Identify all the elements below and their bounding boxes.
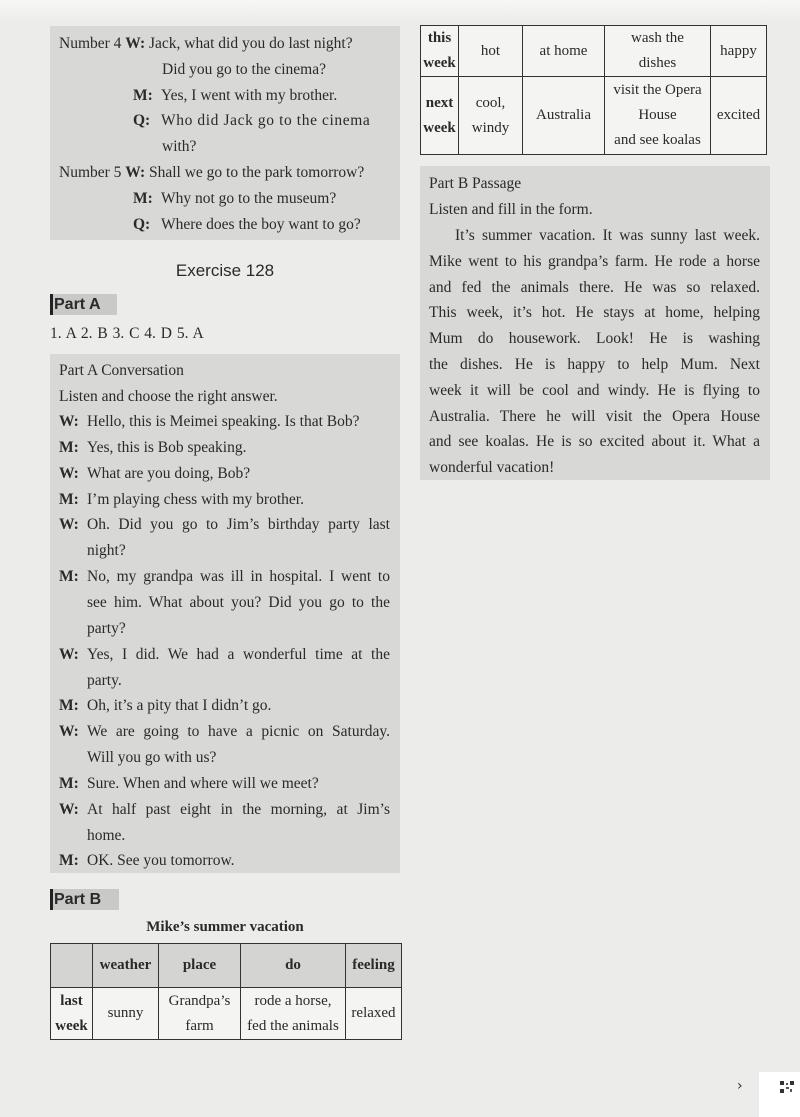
table-cell-line: happy xyxy=(720,42,757,59)
table-header-cell: weather xyxy=(93,944,159,988)
table-cell-line: last xyxy=(60,992,83,1009)
table-cell-line: week xyxy=(423,55,456,71)
conversation-instruction: Listen and choose the right answer. xyxy=(59,388,278,405)
passage-line: and fed the animals there. He was so relaxed. xyxy=(429,278,760,296)
passage-line: the dishes. He is happy to help Mum. Next xyxy=(429,356,760,373)
table-cell xyxy=(159,988,241,1040)
table-cell xyxy=(346,988,402,1040)
passage-line: Mike went to his grandpa’s farm. He rode a horse xyxy=(429,252,760,270)
script-line: Number 4 W: Jack, what did you do last night? xyxy=(59,35,353,52)
conversation-text: Oh. Did you go to Jim’s birthday party last xyxy=(87,516,390,534)
table-cell-line: at home xyxy=(539,42,588,59)
qr-code-icon xyxy=(759,1072,800,1117)
table-cell-line: wash the xyxy=(631,30,684,46)
table-header-cell: feeling xyxy=(346,944,402,988)
table-cell xyxy=(605,26,711,77)
passage-line: It’s summer vacation. It was sunny last week. xyxy=(455,227,760,244)
speaker-label: M: xyxy=(59,568,79,586)
conversation-text: home. xyxy=(87,826,126,844)
table-cell-line: cool, xyxy=(475,94,506,111)
table-cell-line: relaxed xyxy=(351,1005,396,1021)
passage-line: Mum do housework. Look! He is washing xyxy=(429,330,760,348)
table-cell xyxy=(523,77,605,155)
conversation-line xyxy=(59,620,126,638)
vacation-table-part2 xyxy=(420,25,767,155)
table-cell-line: and see koalas xyxy=(614,132,701,148)
table-cell-line: windy xyxy=(471,119,510,136)
conversation-heading: Part A Conversation xyxy=(59,362,184,379)
conversation-text: see him. What about you? Did you go to the xyxy=(87,593,390,611)
conversation-line xyxy=(59,413,360,431)
table-title: Mike’s summer vacation xyxy=(146,919,304,935)
speaker-label: W: xyxy=(59,800,79,818)
passage-instruction: Listen and fill in the form. xyxy=(429,201,593,218)
table-cell-line: House xyxy=(638,107,677,123)
conversation-text: night? xyxy=(87,542,126,560)
table-cell xyxy=(241,988,346,1040)
table-cell xyxy=(93,988,159,1040)
conversation-line xyxy=(59,852,235,870)
table-row-label xyxy=(421,77,459,155)
conversation-text: No, my grandpa was ill in hospital. I went to xyxy=(87,568,390,586)
speaker-label: M: xyxy=(59,697,79,715)
script-line: with? xyxy=(162,138,197,155)
table-cell-line: week xyxy=(55,1017,88,1034)
script-line: Did you go to the cinema? xyxy=(162,61,326,78)
table-cell xyxy=(459,77,523,155)
conversation-line xyxy=(59,646,390,664)
script-line: Number 5 W: Shall we go to the park tomorrow? xyxy=(59,164,365,181)
table-header-cell: place xyxy=(159,944,241,988)
table-cell-line: this xyxy=(427,30,452,46)
table-cell xyxy=(523,26,605,77)
table-row xyxy=(421,77,767,155)
table-cell xyxy=(459,26,523,77)
table-row-label xyxy=(421,26,459,77)
page-top-edge xyxy=(0,0,800,22)
conversation-line xyxy=(59,827,125,845)
table-cell xyxy=(711,26,767,77)
conversation-text: We are going to have a picnic on Saturday. xyxy=(87,723,390,741)
conversation-text: Yes, this is Bob speaking. xyxy=(87,438,247,456)
table-cell-line: hot xyxy=(480,42,501,59)
speaker-label: M: xyxy=(59,852,79,870)
conversation-line xyxy=(59,568,390,586)
conversation-line xyxy=(59,801,390,819)
part-b-heading: Part B xyxy=(50,889,119,910)
table-cell-line: sunny xyxy=(107,1005,144,1021)
conversation-line xyxy=(59,542,126,560)
table-cell-line: Grandpa’s xyxy=(168,992,231,1009)
conversation-line xyxy=(59,697,271,715)
table-cell-line: visit the Opera xyxy=(613,82,702,98)
conversation-text: Hello, this is Meimei speaking. Is that Bob? xyxy=(87,413,360,430)
table-header-cell xyxy=(51,944,93,988)
table-cell-line: next xyxy=(425,94,454,111)
listening-script-box xyxy=(50,26,400,240)
conversation-text: At half past eight in the morning, at Jim’s xyxy=(87,800,390,818)
passage-line: wonderful vacation! xyxy=(429,459,555,477)
table-header-cell: do xyxy=(241,944,346,988)
speaker-label: W: xyxy=(59,645,79,663)
speaker-label: M: xyxy=(59,490,79,508)
conversation-line xyxy=(59,516,390,534)
table-cell-line: rode a horse, xyxy=(254,992,332,1009)
conversation-line xyxy=(59,775,319,793)
chevron-right-icon: › xyxy=(737,1078,743,1094)
conversation-line xyxy=(59,749,216,767)
conversation-text: Will you go with us? xyxy=(87,749,217,767)
conversation-line xyxy=(59,672,122,690)
conversation-text: I’m playing chess with my brother. xyxy=(87,490,304,508)
script-line: M: Why not go to the museum? xyxy=(133,190,337,207)
exercise-title: Exercise 128 xyxy=(175,261,275,280)
conversation-text: party. xyxy=(87,671,122,689)
passage-line: Australia. There he will visit the Opera House xyxy=(429,407,760,425)
table-cell-line: fed the animals xyxy=(247,1017,339,1034)
conversation-text: Sure. When and where will we meet? xyxy=(87,774,319,792)
passage-box xyxy=(420,166,770,480)
script-line: M: Yes, I went with my brother. xyxy=(133,87,338,104)
speaker-label: W: xyxy=(59,723,79,741)
answer-key: 1. A 2. B 3. C 4. D 5. A xyxy=(50,325,204,342)
conversation-text: What are you doing, Bob? xyxy=(87,464,251,482)
part-a-heading: Part A xyxy=(50,294,117,315)
conversation-line xyxy=(59,723,390,741)
passage-line: week it will be cool and windy. He is flying to xyxy=(429,381,760,399)
script-line: Q: Who did Jack go to the cinema xyxy=(133,112,371,129)
passage-line: This week, it’s hot. He stays at home, helping xyxy=(429,304,760,322)
table-row xyxy=(421,26,767,77)
speaker-label: W: xyxy=(59,413,79,430)
conversation-line xyxy=(59,465,250,483)
conversation-text: Yes, I did. We had a wonderful time at the xyxy=(87,645,390,663)
table-cell-line: excited xyxy=(716,107,761,123)
table-cell-line: farm xyxy=(185,1017,214,1034)
conversation-line xyxy=(59,594,390,612)
conversation-text: party? xyxy=(87,619,126,637)
table-row-label xyxy=(51,988,93,1040)
speaker-label: M: xyxy=(59,438,79,456)
vacation-table-part1 xyxy=(50,943,402,1040)
speaker-label: W: xyxy=(59,516,79,534)
conversation-text: Oh, it’s a pity that I didn’t go. xyxy=(87,697,272,715)
table-cell xyxy=(605,77,711,155)
conversation-line xyxy=(59,491,304,509)
table-cell-line: week xyxy=(423,119,456,136)
table-cell xyxy=(711,77,767,155)
passage-heading: Part B Passage xyxy=(429,175,522,192)
conversation-box xyxy=(50,354,400,873)
speaker-label: M: xyxy=(59,774,79,792)
speaker-label: W: xyxy=(59,464,79,482)
table-row xyxy=(51,988,402,1040)
script-line: Q: Where does the boy want to go? xyxy=(133,216,361,233)
conversation-text: OK. See you tomorrow. xyxy=(87,852,235,870)
passage-line: and see koalas. He is so excited about it. What a xyxy=(429,433,760,451)
table-cell-line: Australia xyxy=(536,107,591,123)
conversation-line xyxy=(59,439,246,457)
table-cell-line: dishes xyxy=(638,55,677,71)
